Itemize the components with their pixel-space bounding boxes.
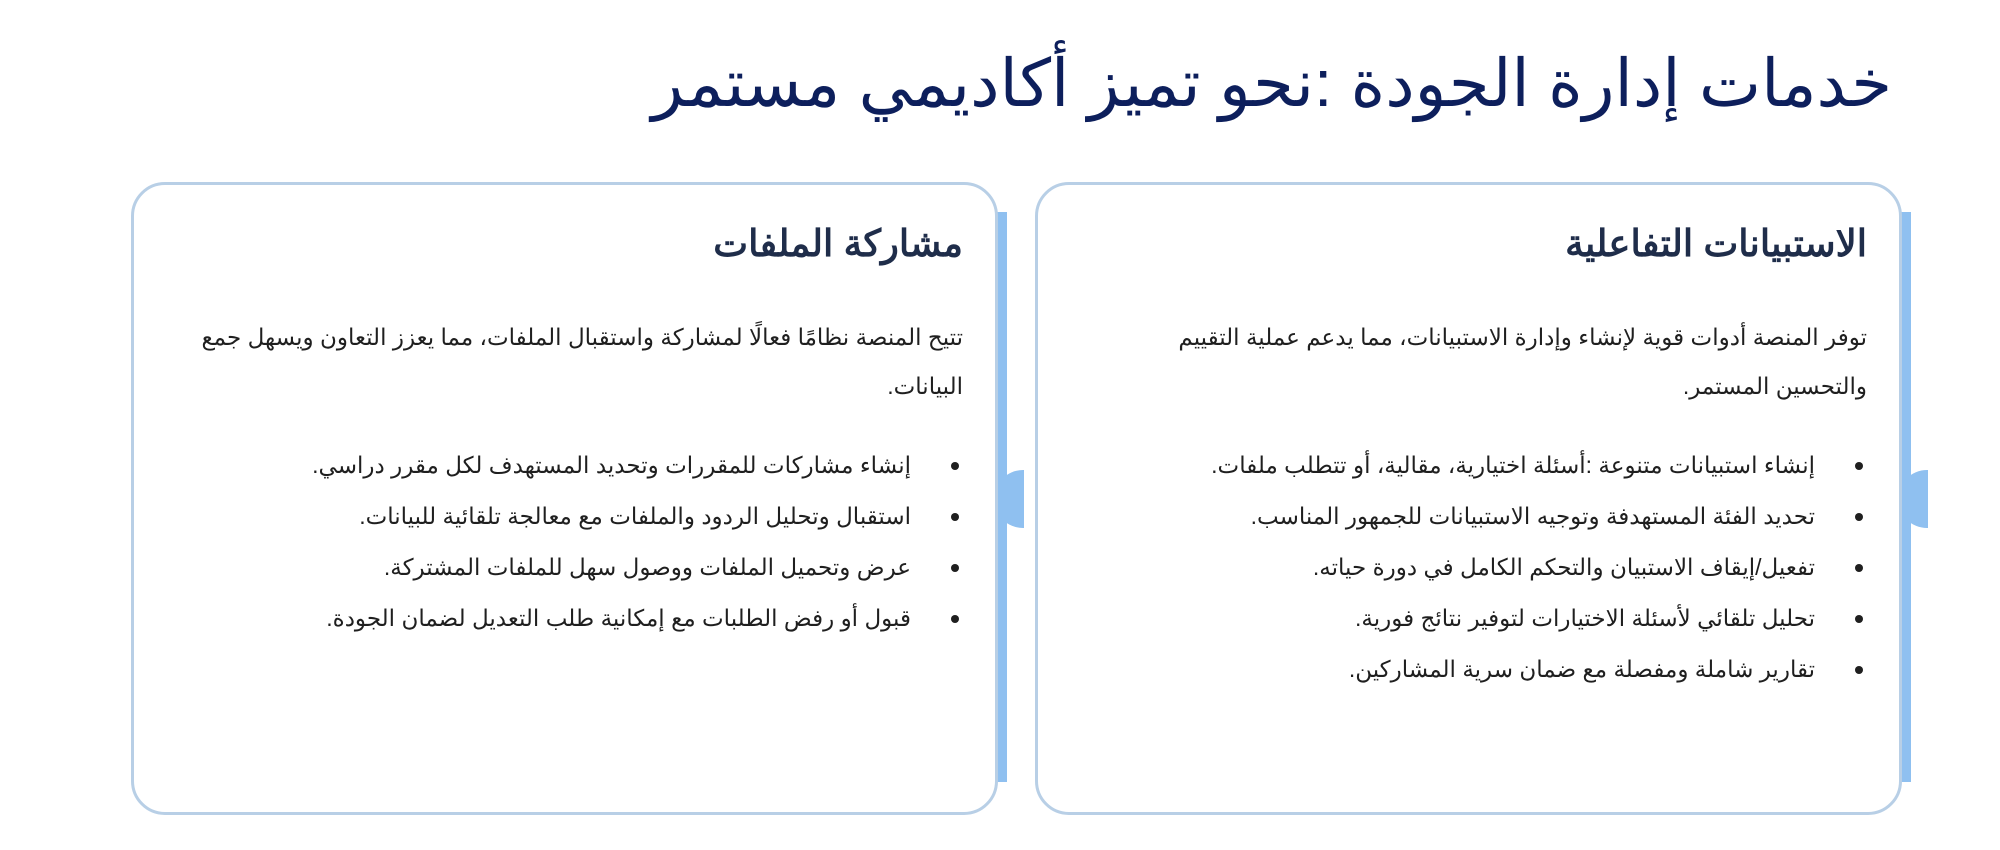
- bullet-icon: [951, 564, 959, 572]
- list-item: [166, 491, 959, 542]
- card-title: مشاركة الملفات: [713, 223, 963, 264]
- card-title: الاستبيانات التفاعلية: [1565, 223, 1867, 264]
- list-item-text: قبول أو رفض الطلبات مع إمكانية طلب التعديل لضمان الجودة.: [326, 605, 911, 631]
- bullet-icon: [1855, 462, 1863, 470]
- bullet-icon: [1855, 615, 1863, 623]
- list-item-text: تحليل تلقائي لأسئلة الاختيارات لتوفير نتائج فورية.: [1355, 605, 1815, 631]
- card-feature-list: [166, 440, 959, 644]
- card-interactive-surveys: [1035, 182, 1902, 815]
- card-description: توفر المنصة أدوات قوية لإنشاء وإدارة الاستبيانات، مما يدعم عملية التقييم والتحسين المستمر.: [1178, 324, 1867, 399]
- list-item-text: تقارير شاملة ومفصلة مع ضمان سرية المشاركين.: [1348, 656, 1815, 682]
- list-item: [1070, 593, 1863, 644]
- list-item-text: استقبال وتحليل الردود والملفات مع معالجة تلقائية للبيانات.: [359, 503, 911, 529]
- bullet-icon: [951, 513, 959, 521]
- bullet-icon: [1855, 513, 1863, 521]
- list-item: [166, 593, 959, 644]
- list-item-text: عرض وتحميل الملفات ووصول سهل للملفات المشتركة.: [383, 554, 911, 580]
- card-description: تتيح المنصة نظامًا فعالًا لمشاركة واستقبال الملفات، مما يعزز التعاون ويسهل جمع البيانات.: [201, 324, 963, 399]
- bullet-icon: [951, 615, 959, 623]
- card-file-sharing: [131, 182, 998, 815]
- list-item-text: تفعيل/إيقاف الاستبيان والتحكم الكامل في دورة حياته.: [1312, 554, 1815, 580]
- bullet-icon: [1855, 564, 1863, 572]
- list-item: [166, 542, 959, 593]
- list-item: [1070, 542, 1863, 593]
- list-item: [166, 440, 959, 491]
- list-item-text: إنشاء استبيانات متنوعة :أسئلة اختيارية، مقالية، أو تتطلب ملفات.: [1211, 452, 1815, 478]
- list-item: [1070, 644, 1863, 695]
- list-item: [1070, 491, 1863, 542]
- list-item-text: تحديد الفئة المستهدفة وتوجيه الاستبيانات للجمهور المناسب.: [1250, 503, 1815, 529]
- bullet-icon: [951, 462, 959, 470]
- list-item: [1070, 440, 1863, 491]
- page-title: خدمات إدارة الجودة :نحو تميز أكاديمي مستمر: [651, 46, 1892, 120]
- bullet-icon: [1855, 666, 1863, 674]
- list-item-text: إنشاء مشاركات للمقررات وتحديد المستهدف لكل مقرر دراسي.: [312, 452, 911, 478]
- card-feature-list: [1070, 440, 1863, 695]
